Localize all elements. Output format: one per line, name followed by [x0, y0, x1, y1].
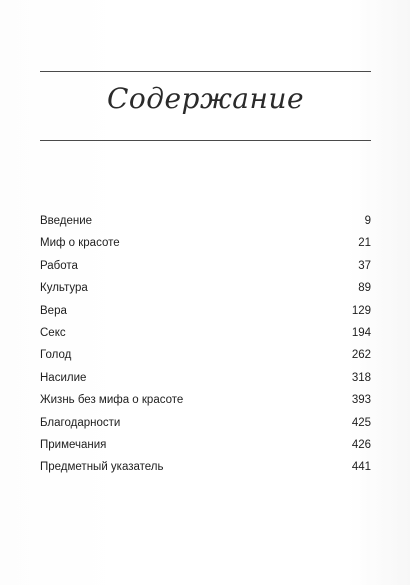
page-title: Содержание [106, 82, 305, 115]
top-rule [40, 71, 371, 72]
toc-entry-title: Миф о красоте [40, 237, 120, 250]
toc-entry-title: Благодарности [40, 416, 121, 429]
toc-entry-page: 89 [358, 282, 371, 295]
toc-entry-page: 393 [351, 394, 371, 407]
toc-entry-hunger [40, 349, 371, 371]
toc-entry-title: Голод [40, 349, 72, 362]
toc-entry-title: Культура [40, 282, 88, 295]
toc-entry-sex [40, 327, 371, 349]
toc-entry-culture [40, 282, 371, 304]
toc-entry-page: 318 [351, 371, 371, 384]
toc-entry-notes [40, 439, 371, 461]
toc-entry-page: 37 [358, 259, 371, 272]
toc-entry-religion [40, 305, 371, 327]
toc-entry-title: Работа [40, 259, 78, 272]
toc-entry-life-beyond-myth [40, 394, 371, 416]
toc-entry-page: 426 [351, 438, 371, 451]
toc-entry-beauty-myth [40, 237, 371, 259]
toc-entry-title: Примечания [40, 438, 107, 451]
toc-entry-title: Вера [40, 304, 67, 317]
toc-entry-acknowledgments [40, 417, 371, 439]
toc-entry-title: Жизнь без мифа о красоте [40, 394, 184, 407]
toc-entry-title: Секс [40, 326, 66, 339]
toc-entry-work [40, 260, 371, 282]
toc-entry-page: 129 [351, 304, 371, 317]
toc-entry-title: Введение [40, 215, 93, 227]
table-of-contents [40, 215, 371, 484]
toc-entry-violence [40, 372, 371, 394]
toc-entry-title: Насилие [40, 371, 87, 384]
toc-entry-page: 194 [351, 326, 371, 339]
bottom-rule [40, 140, 371, 141]
toc-entry-page: 425 [351, 416, 371, 429]
toc-entry-page: 262 [351, 349, 371, 362]
toc-entry-page: 21 [358, 237, 371, 250]
toc-entry-subject-index [40, 461, 371, 483]
toc-entry-title: Предметный указатель [40, 461, 164, 474]
toc-entry-introduction [40, 215, 371, 237]
toc-entry-page: 441 [351, 461, 371, 474]
toc-entry-page: 9 [364, 215, 371, 227]
